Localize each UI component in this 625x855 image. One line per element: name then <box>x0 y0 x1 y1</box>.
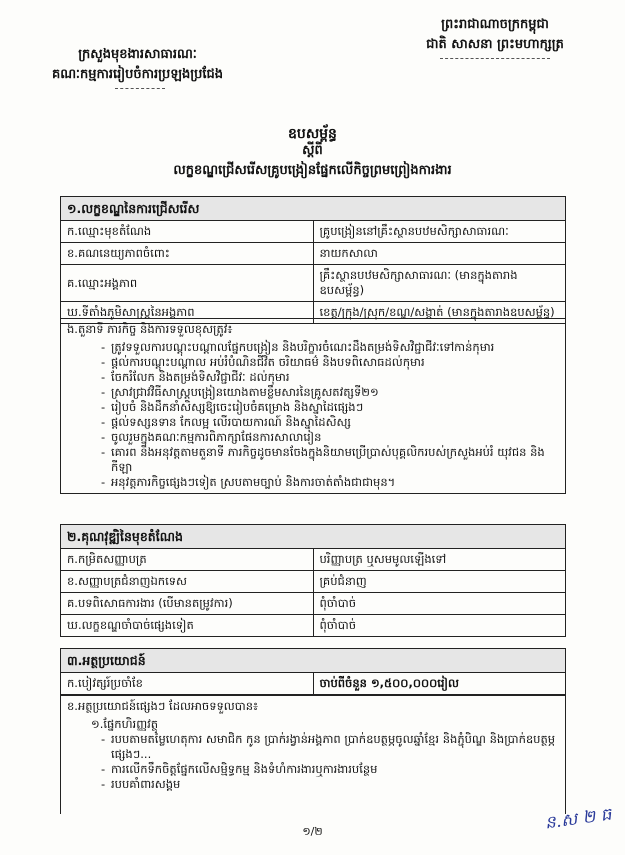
list-item: - អនុវត្តភារកិច្ចផ្សេងៗទៀត ស្របតាមច្បាប់ និងការចាត់តាំងជាជាមុន។ <box>101 475 559 490</box>
list-item: - ការលើកទឹកចិត្តផ្នែកលើសម្មិទ្ធកម្ម និងទំហំការងារឬការងារបន្ថែម <box>101 762 559 777</box>
handwritten-initials: ន.ស ២ ធ <box>543 804 613 834</box>
annex-title: ឧបសម្ព័ន្ធ <box>288 126 337 142</box>
table-row <box>61 673 566 695</box>
header-divider-left <box>115 88 165 89</box>
section1-title: ១.លក្ខខណ្ឌនៃការជ្រើសរើស <box>61 197 566 221</box>
section1-table <box>60 196 566 324</box>
page-number: ១/២ <box>302 825 323 838</box>
list-item: - ចែករំលែក និងតម្រង់ទិសវិជ្ជាជីវៈ ដល់កុមារ <box>101 370 559 385</box>
title-about: ស្ដីពី <box>302 143 323 158</box>
nation-motto: ជាតិ សាសនា ព្រះមហាក្សត្រ <box>426 37 564 52</box>
location-value: ខេត្ត/ក្រុង/ស្រុក/ខណ្ឌ/សង្កាត់ (មានក្នុងតារាងឧបសម្ព័ន្ធ) <box>313 302 566 324</box>
accountability-label: ខ.គណនេយ្យភាពចំពោះ <box>61 243 314 265</box>
benefits-list <box>61 732 565 795</box>
experience-label: គ.បទពិសោធការងារ (បើមានតម្រូវការ) <box>61 593 314 615</box>
institution-value: គ្រឹះស្ថានបឋមសិក្សាសាធារណៈ (មានក្នុងតារាងឧបសម្ព័ន្ធ) <box>313 265 566 302</box>
benefits-box <box>60 695 566 814</box>
salary-value: ចាប់ពីចំនួន ១,៥០០,០០០រៀល <box>313 673 566 695</box>
list-item: - របបតាមតម្លៃហេតុការ សមាជិក កូន ប្រាក់រង្វាន់អង្គភាព ប្រាក់ឧបត្ថម្ភចូលឆ្នាំខ្មែរ និងភ្ជុំបិណ្ឌ និងប្រាក់ឧបត្ថម្ភផ្សេងៗ... <box>101 732 559 762</box>
header-divider-right <box>440 58 550 59</box>
table-row <box>61 221 566 243</box>
financial-subtitle: ១.ផ្នែកហិរញ្ញវត្ថុ <box>91 717 159 731</box>
location-label: ឃ.ទីតាំងភូមិសាស្ត្រនៃអង្គភាព <box>61 302 314 324</box>
list-item: - ស្រាវជ្រាវវិធីសាស្ត្របង្រៀនយោងតាមខ្លឹមសារនៃគ្រូសតវត្សទី២១ <box>101 385 559 400</box>
table-row <box>61 615 566 637</box>
kingdom-title: ព្រះរាជាណាចក្រកម្ពុជា <box>441 17 549 32</box>
specialty-label: ខ.សញ្ញាបត្រជំនាញឯកទេស <box>61 571 314 593</box>
position-label: ក.ឈ្មោះមុខតំណែង <box>61 221 314 243</box>
table-row <box>61 571 566 593</box>
ministry-name: ក្រសួងមុខងារសាធារណៈ <box>78 47 197 62</box>
committee-name: គណៈកម្មការរៀបចំការប្រឡងប្រជែង <box>51 67 224 82</box>
list-item: - របបគាំពារសង្គម <box>101 777 559 792</box>
duties-list <box>61 340 565 493</box>
list-item: - ផ្ដល់ការបណ្ដុះបណ្ដាល អប់រំបំណិនជីវិត ចរិយាធម៌ និងបទពិសោធដល់កុមារ <box>101 355 559 370</box>
degree-label: ក.កម្រិតសញ្ញាបត្រ <box>61 549 314 571</box>
table-row <box>61 549 566 571</box>
section2-title: ២.គុណវុឌ្ឍិនៃមុខតំណែង <box>61 525 566 549</box>
section3-title: ៣.អត្ថប្រយោជន៍ <box>61 649 566 673</box>
table-row <box>61 265 566 302</box>
table-row <box>61 243 566 265</box>
benefits-title: ខ.អត្ថប្រយោជន៍ផ្សេងៗ ដែលអាចទទួលបាន៖ <box>67 699 259 713</box>
accountability-value: នាយកសាលា <box>313 243 566 265</box>
list-item: - រៀបចំ និងដឹកនាំសិស្សឱ្យចេះរៀបចំគម្រោង និងស្នាដៃផ្សេងៗ <box>101 400 559 415</box>
list-item: - ផ្ដល់ទស្សនទាន កែលម្អ លើរបាយការណ៍ និងស្នាដៃសិស្ស <box>101 415 559 430</box>
list-item: - គោរព និងអនុវត្តតាមតួនាទី ភារកិច្ចដូចមានចែងក្នុងនិយាមប្រើប្រាស់បុគ្គលិករបស់ក្រសួងអប់រំ យុវជន និងកីឡា <box>101 445 559 475</box>
section3-table <box>60 648 566 695</box>
degree-value: បរិញ្ញាបត្រ ឬសមមូលឡើងទៅ <box>313 549 566 571</box>
list-item: - ចូលរួមក្នុងគណៈកម្មការពិភាក្សាផែនការសាលារៀន <box>101 430 559 445</box>
duties-box <box>60 318 566 494</box>
table-row <box>61 593 566 615</box>
document-subject: លក្ខខណ្ឌជ្រើសរើសគ្រូបង្រៀនផ្នែកលើកិច្ចព្រមព្រៀងការងារ <box>173 163 452 178</box>
experience-value: ពុំចាំបាច់ <box>313 593 566 615</box>
list-item: - ត្រូវទទួលការបណ្ដុះបណ្ដាលផ្នែកបង្រៀន និងបរិក្ខារចំណេះដឹងតម្រង់ទិសវិជ្ជាជីវៈទៅកាន់កុមារ <box>101 340 559 355</box>
other-requirements-label: ឃ.លក្ខខណ្ឌចាំបាច់ផ្សេងទៀត <box>61 615 314 637</box>
other-requirements-value: ពុំចាំបាច់ <box>313 615 566 637</box>
specialty-value: គ្រប់ជំនាញ <box>313 571 566 593</box>
position-value: គ្រូបង្រៀននៅគ្រឹះស្ថានបឋមសិក្សាសាធារណៈ <box>313 221 566 243</box>
institution-label: គ.ឈ្មោះអង្គភាព <box>61 265 314 302</box>
salary-label: ក.បៀវត្សរ៍ប្រចាំខែ <box>61 673 314 695</box>
duties-title: ង.តួនាទី ភារកិច្ច និងការទទួលខុសត្រូវ៖ <box>67 322 233 336</box>
section2-table <box>60 524 566 637</box>
